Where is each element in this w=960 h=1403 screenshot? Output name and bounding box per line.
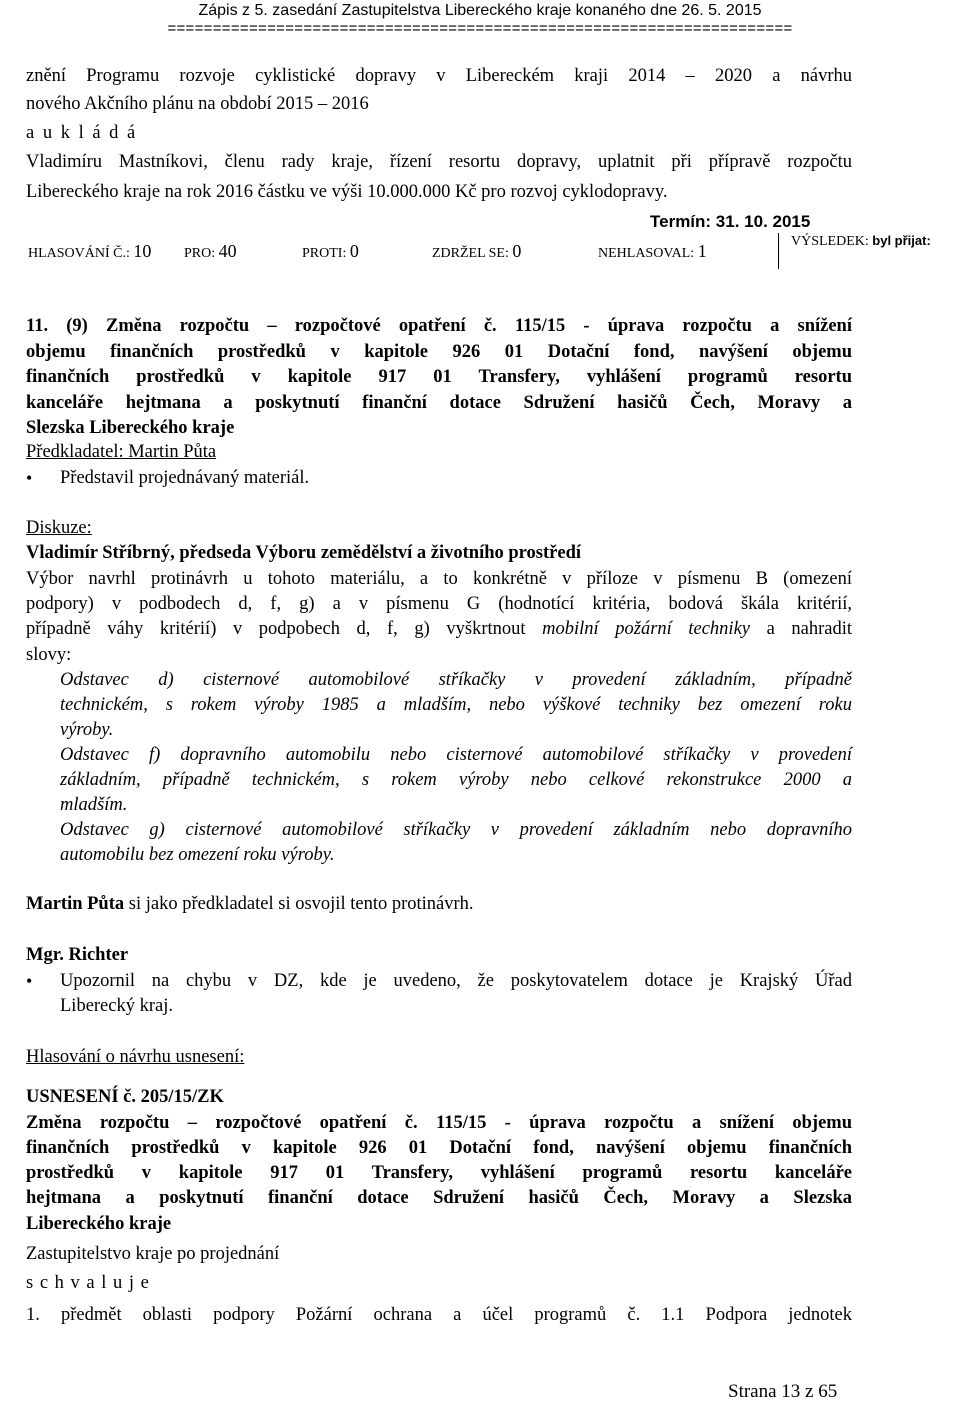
deadline: Termín: 31. 10. 2015 [650,212,811,231]
speaker-name: Martin Půta [26,894,125,914]
item-title-line: Slezska Libereckého kraje [26,418,235,438]
paragraph-g: automobilu bez omezení roku výroby. [60,845,335,865]
text-line: Libereckého kraje na rok 2016 částku ve výši 10.000.000 Kč pro rozvoj cyklodopravy. [26,182,668,202]
resolution-number: USNESENÍ č. 205/15/ZK [26,1087,224,1107]
verb-uklada: a u k l á d á [26,123,138,143]
paragraph-f: Odstavec f) dopravního automobilu nebo cisternové automobilové stříkačky v provedení [60,745,852,765]
vote-against: PROTI: 0 [302,241,359,261]
resolution-title-line: prostředků v kapitole 917 01 Transfery, vyhlášení programů resortu kanceláře [26,1163,852,1183]
paragraph-f: mladším. [60,795,128,815]
verb-schvaluje: s c h v a l u j e [26,1273,150,1293]
text-line: Zastupitelstvo kraje po projednání [26,1244,280,1264]
paragraph-d: výroby. [60,720,114,740]
paragraph-f: základním, případně technickém, s rokem výroby nebo celkové rekonstrukce 2000 a [60,770,852,790]
vote-table [0,233,960,269]
paragraph-d: technickém, s rokem výroby 1985 a mladším, nebo výškové techniky bez omezení roku [60,695,852,715]
text-line: Vladimíru Mastníkovi, členu rady kraje, řízení resortu dopravy, uplatnit při přípravě rozpočtu [26,152,852,172]
paragraph-d: Odstavec d) cisternové automobilové stříkačky v provedení základním, případně [60,670,852,690]
speaker-name: Mgr. Richter [26,945,129,965]
item-title-line: finančních prostředků v kapitole 917 01 Transfery, vyhlášení programů resortu [26,367,852,387]
bullet-item: • Představil projednávaný materiál. [60,466,852,490]
resolution-title-line: finančních prostředků v kapitole 926 01 Dotační fond, navýšení objemu finančních [26,1138,852,1158]
paragraph-g: Odstavec g) cisternové automobilové stříkačky v provedení základním nebo dopravního [60,820,852,840]
text-line: znění Programu rozvoje cyklistické dopravy v Libereckém kraji 2014 – 2020 a návrhu [26,66,852,86]
text-line: Martin Půta si jako předkladatel si osvojil tento protinávrh. [26,894,474,914]
voting-heading: Hlasování o návrhu usnesení: [26,1047,245,1067]
bullet-item-continuation: Liberecký kraj. [60,996,173,1016]
speaker-name: Vladimír Stříbrný, předseda Výboru zemědělství a životního prostředí [26,543,581,563]
text-line: případně váhy kritérií) v podpobech d, f, g) vyškrtnout mobilní požární techniky a nahradit [26,619,852,639]
text-line: nového Akčního plánu na období 2015 – 2016 [26,94,369,114]
vote-not-voted: NEHLASOVAL: 1 [598,241,707,261]
text-line: Výbor navrhl protinávrh u tohoto materiálu, a to konkrétně v příloze v písmenu B (omezení [26,569,852,589]
vote-number: HLASOVÁNÍ Č.: 10 [28,241,152,261]
text-line: podpory) v podbodech d, f, g) a v písmenu G (hodnotící kritéria, bodová škála kritérií, [26,594,852,614]
item-title-line: kanceláře hejtmana a poskytnutí finanční dotace Sdružení hasičů Čech, Moravy a [26,393,852,413]
resolution-title-line: Změna rozpočtu – rozpočtové opatření č. 115/15 - úprava rozpočtu a snížení objemu [26,1113,852,1133]
discussion-heading: Diskuze: [26,518,92,538]
header-separator: ===================================================================== [167,20,793,37]
bullet-item: • Upozornil na chybu v DZ, kde je uvedeno, že poskytovatelem dotace je Krajský Úřad [60,969,852,993]
vote-abstain: ZDRŽEL SE: 0 [432,241,522,261]
item-title-line: objemu finančních prostředků v kapitole 926 01 Dotační fond, navýšení objemu [26,342,852,362]
resolution-title-line: hejtmana a poskytnutí finanční dotace Sdružení hasičů Čech, Moravy a Slezska [26,1188,852,1208]
vote-result: VÝSLEDEK: byl přijat: [778,233,931,269]
resolution-title-line: Libereckého kraje [26,1214,172,1234]
page-number: Strana 13 z 65 [728,1381,838,1402]
numbered-item: 1. předmět oblasti podpory Požární ochrana a účel programů č. 1.1 Podpora jednotek [26,1305,852,1325]
text-line: slovy: [26,645,72,665]
item-title-line: 11. (9) Změna rozpočtu – rozpočtové opatření č. 115/15 - úprava rozpočtu a snížení [26,316,852,336]
document-header-title: Zápis z 5. zasedání Zastupitelstva Libereckého kraje konaného dne 26. 5. 2015 [198,2,762,19]
presenter: Předkladatel: Martin Půta [26,442,217,462]
vote-for: PRO: 40 [184,241,237,261]
